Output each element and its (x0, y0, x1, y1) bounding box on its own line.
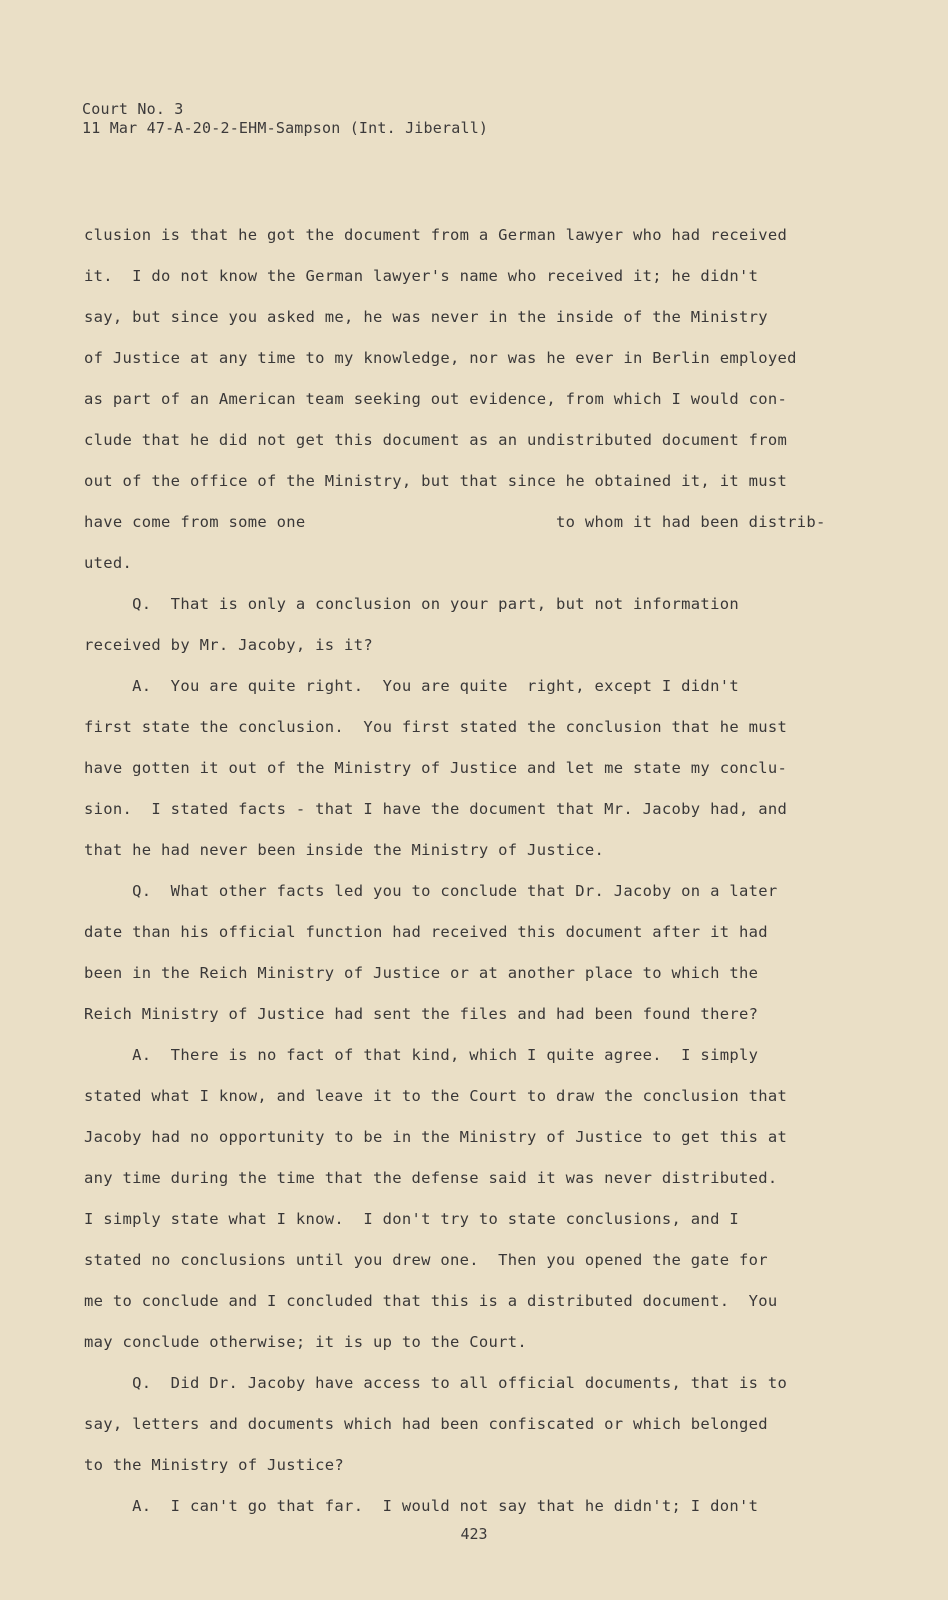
transcript-line: Reich Ministry of Justice had sent the files and had been found there? (84, 1005, 759, 1023)
transcript-line: say, letters and documents which had been confiscated or which belonged (84, 1415, 768, 1433)
transcript-line: sion. I stated facts - that I have the document that Mr. Jacoby had, and (84, 800, 788, 818)
transcript-body (84, 215, 844, 1527)
transcript-line: first state the conclusion. You first stated the conclusion that he must (84, 718, 788, 736)
transcript-line: that he had never been inside the Ministry of Justice. (84, 841, 605, 859)
transcript-line: out of the office of the Ministry, but that since he obtained it, it must (84, 472, 788, 490)
transcript-line: A. There is no fact of that kind, which I quite agree. I simply (84, 1046, 759, 1064)
transcript-line: say, but since you asked me, he was never in the inside of the Ministry (84, 308, 768, 326)
transcript-line: of Justice at any time to my knowledge, nor was he ever in Berlin employed (84, 349, 797, 367)
document-header (82, 100, 488, 138)
transcript-line: Jacoby had no opportunity to be in the Ministry of Justice to get this at (84, 1128, 788, 1146)
transcript-line: any time during the time that the defense said it was never distributed. (84, 1169, 778, 1187)
transcript-line: I simply state what I know. I don't try to state conclusions, and I (84, 1210, 739, 1228)
transcript-line: received by Mr. Jacoby, is it? (84, 636, 373, 654)
transcript-line: have gotten it out of the Ministry of Justice and let me state my conclu- (84, 759, 788, 777)
transcript-line: A. I can't go that far. I would not say that he didn't; I don't (84, 1497, 759, 1515)
header-court-line: Court No. 3 (82, 100, 184, 118)
transcript-line: Q. That is only a conclusion on your part, but not information (84, 595, 739, 613)
transcript-line: Q. What other facts led you to conclude that Dr. Jacoby on a later (84, 882, 778, 900)
header-reference-line: 11 Mar 47-A-20-2-EHM-Sampson (Int. Jiberall) (82, 119, 489, 137)
transcript-line: clude that he did not get this document as an undistributed document from (84, 431, 788, 449)
transcript-line: date than his official function had received this document after it had (84, 923, 768, 941)
transcript-line: stated no conclusions until you drew one. Then you opened the gate for (84, 1251, 768, 1269)
transcript-line: clusion is that he got the document from a German lawyer who had received (84, 226, 788, 244)
page-number: 423 (460, 1525, 488, 1543)
transcript-line: as part of an American team seeking out evidence, from which I would con- (84, 390, 788, 408)
transcript-line: may conclude otherwise; it is up to the Court. (84, 1333, 528, 1351)
transcript-line: uted. (84, 554, 133, 572)
transcript-line: have come from some one to whom it had been distrib- (84, 513, 826, 531)
transcript-line: to the Ministry of Justice? (84, 1456, 345, 1474)
transcript-line: been in the Reich Ministry of Justice or at another place to which the (84, 964, 759, 982)
transcript-line: it. I do not know the German lawyer's name who received it; he didn't (84, 267, 759, 285)
transcript-line: A. You are quite right. You are quite right, except I didn't (84, 677, 739, 695)
transcript-line: stated what I know, and leave it to the Court to draw the conclusion that (84, 1087, 788, 1105)
transcript-line: me to conclude and I concluded that this is a distributed document. You (84, 1292, 778, 1310)
transcript-line: Q. Did Dr. Jacoby have access to all official documents, that is to (84, 1374, 788, 1392)
